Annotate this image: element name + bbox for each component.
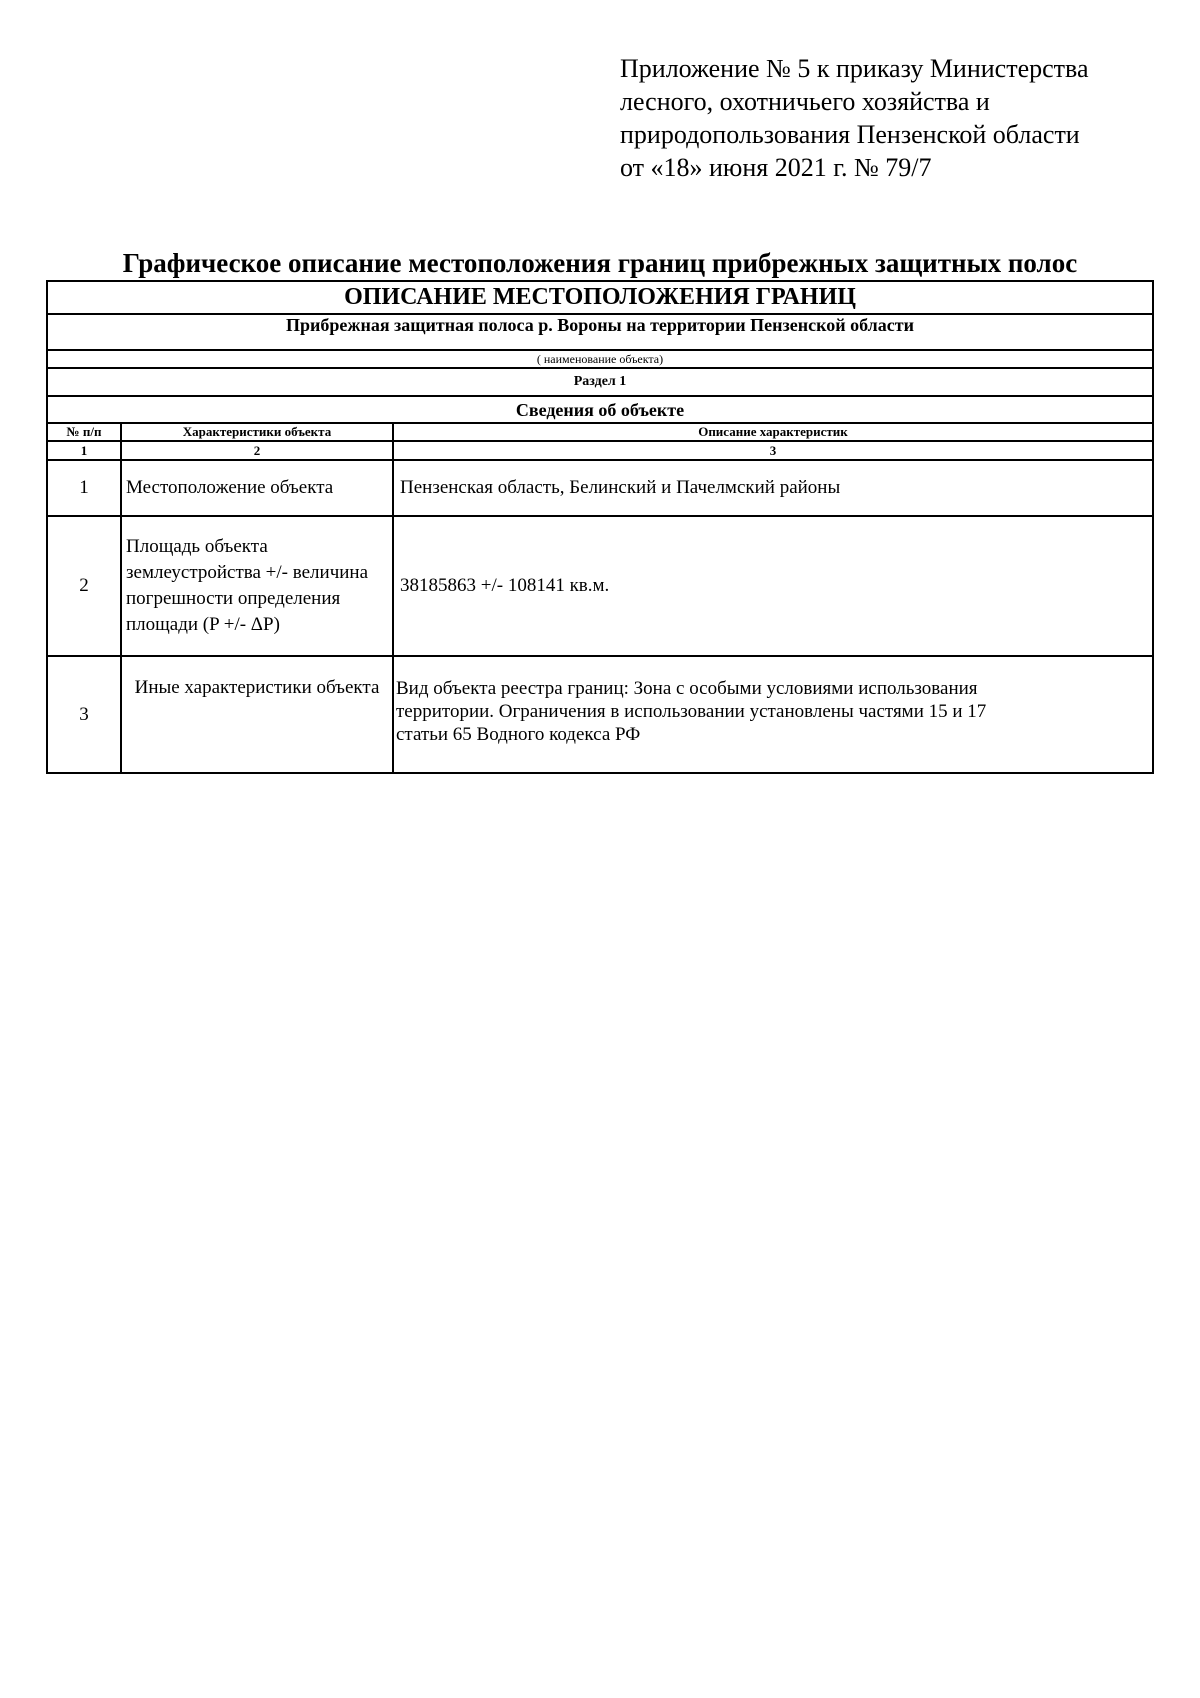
row-description: 38185863 +/- 108141 кв.м. [400,575,610,596]
row-description: Вид объекта реестра границ: Зона с особыми условиями использования территории. Ограничения в использовании установлены частями 15 и 17 статьи 65 Водного кодекса РФ [396,678,987,745]
table-row [48,517,1152,657]
column-number-row [48,442,1152,461]
row-characteristic: Площадь объекта землеустройства +/- величина погрешности определения площади (P +/- ΔP) [122,517,394,655]
column-header: № п/п [48,424,122,440]
row-description: Пензенская область, Белинский и Пачелмский районы [400,477,841,498]
column-number: 2 [122,442,394,459]
row-number: 2 [48,517,122,655]
appendix-line: лесного, охотничьего хозяйства и [620,87,990,116]
object-name: Прибрежная защитная полоса р. Вороны на территории Пензенской области [286,315,914,335]
appendix-note [620,52,1180,184]
document-title: Графическое описание местоположения границ прибрежных защитных полос [122,248,1078,278]
boundary-description-table [46,280,1154,774]
object-name-band [48,315,1152,351]
column-number: 3 [769,443,777,458]
appendix-line: Приложение № 5 к приказу Министерства [620,54,1089,83]
appendix-line: от «18» июня 2021 г. № 79/7 [620,153,932,182]
column-header-row [48,424,1152,442]
table-row [48,461,1152,517]
column-header: Описание характеристик [698,424,848,439]
row-characteristic: Местоположение объекта [122,461,394,515]
appendix-line: природопользования Пензенской области [620,120,1080,149]
section-label: Раздел 1 [48,369,1152,397]
table-heading: ОПИСАНИЕ МЕСТОПОЛОЖЕНИЯ ГРАНИЦ [48,282,1152,315]
row-characteristic: Иные характеристики объекта [122,657,394,772]
row-number: 1 [48,461,122,515]
object-name-caption: ( наименование объекта) [48,351,1152,369]
section-title: Сведения об объекте [48,397,1152,424]
table-row [48,657,1152,772]
column-header: Характеристики объекта [122,424,394,440]
column-number: 1 [48,442,122,459]
row-number: 3 [48,657,122,772]
